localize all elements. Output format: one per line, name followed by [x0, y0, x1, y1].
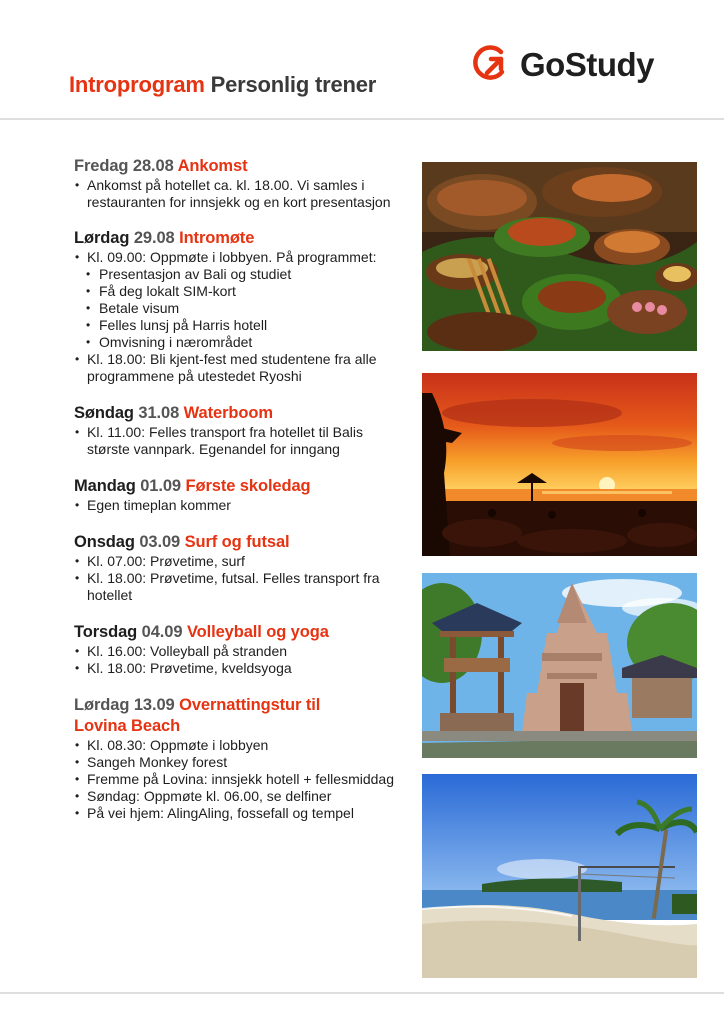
list-item: • Kl. 11.00: Felles transport fra hotellet til Balis største vannpark. Egenandel for inngang: [74, 424, 394, 458]
list-subitem: • Omvisning i nærområdet: [74, 334, 394, 351]
day-items: [74, 643, 394, 677]
list-item: • Kl. 07.00: Prøvetime, surf: [74, 553, 394, 570]
day-event: Ankomst: [177, 157, 248, 175]
day-event: Waterboom: [183, 404, 273, 422]
list-item: • På vei hjem: AlingAling, fossefall og tempel: [74, 805, 394, 822]
footer-divider: [0, 992, 724, 994]
day-name: Fredag: [74, 157, 129, 175]
day-heading: [74, 532, 394, 553]
gostudy-logo: [468, 42, 668, 88]
title-accent: Introprogram: [69, 72, 205, 97]
day-date: 04.09: [141, 623, 183, 641]
logo-wordmark: GoStudy: [520, 46, 654, 83]
day-date: 28.08: [132, 157, 174, 175]
day-block: [74, 476, 394, 514]
day-heading: [74, 476, 394, 497]
list-item: • Fremme på Lovina: innsjekk hotell + fellesmiddag: [74, 771, 394, 788]
list-item: • Egen timeplan kommer: [74, 497, 394, 514]
day-block: [74, 403, 394, 458]
day-name: Lørdag: [74, 229, 130, 247]
day-block: [74, 532, 394, 604]
list-item: • Søndag: Oppmøte kl. 06.00, se delfiner: [74, 788, 394, 805]
day-heading: [74, 695, 354, 737]
day-event: Volleyball og yoga: [186, 623, 329, 641]
day-name: Onsdag: [74, 533, 135, 551]
day-items: [74, 249, 394, 385]
title-rest: Personlig trener: [210, 72, 377, 97]
gostudy-logo-icon: [468, 42, 512, 88]
day-event: Intromøte: [179, 229, 255, 247]
list-item: • Ankomst på hotellet ca. kl. 18.00. Vi samles i restauranten for innsjekk og en kort presentasjon: [74, 177, 394, 211]
day-heading: [74, 622, 394, 643]
day-name: Søndag: [74, 404, 134, 422]
day-block: [74, 695, 394, 822]
day-block: [74, 228, 394, 385]
day-name: Mandag: [74, 477, 136, 495]
day-items: [74, 177, 394, 211]
list-subitem: • Felles lunsj på Harris hotell: [74, 317, 394, 334]
day-items: [74, 553, 394, 604]
food-photo: [422, 162, 697, 351]
temple-photo: [422, 573, 697, 758]
list-item: • Sangeh Monkey forest: [74, 754, 394, 771]
list-item: • Kl. 18.00: Prøvetime, futsal. Felles transport fra hotellet: [74, 570, 394, 604]
list-subitem: • Presentasjon av Bali og studiet: [74, 266, 394, 283]
day-event: Surf og futsal: [184, 533, 290, 551]
day-heading: [74, 403, 394, 424]
list-item: • Kl. 08.30: Oppmøte i lobbyen: [74, 737, 394, 754]
day-items: [74, 497, 394, 514]
day-date: 31.08: [138, 404, 180, 422]
list-item: • Kl. 18.00: Bli kjent-fest med studentene fra alle programmene på utestedet Ryoshi: [74, 351, 394, 385]
day-date: 01.09: [140, 477, 182, 495]
schedule: [74, 156, 394, 822]
page-title: [69, 72, 376, 98]
day-event: Første skoledag: [185, 477, 311, 495]
list-subitem: • Få deg lokalt SIM-kort: [74, 283, 394, 300]
day-name: Torsdag: [74, 623, 138, 641]
day-heading: [74, 228, 394, 249]
day-items: [74, 737, 394, 822]
day-date: 13.09: [133, 696, 175, 714]
list-item: • Kl. 09.00: Oppmøte i lobbyen. På programmet:: [74, 249, 394, 266]
list-subitem: • Betale visum: [74, 300, 394, 317]
day-heading: [74, 156, 394, 177]
day-name: Lørdag: [74, 696, 130, 714]
day-items: [74, 424, 394, 458]
list-item: • Kl. 16.00: Volleyball på stranden: [74, 643, 394, 660]
header-divider: [0, 118, 724, 120]
beach-photo: [422, 774, 697, 978]
day-event: Overnattingstur til Lovina Beach: [74, 696, 321, 735]
day-date: 29.08: [133, 229, 175, 247]
day-block: [74, 622, 394, 677]
day-date: 03.09: [139, 533, 181, 551]
day-block: [74, 156, 394, 211]
list-item: • Kl. 18.00: Prøvetime, kveldsyoga: [74, 660, 394, 677]
sunset-photo: [422, 373, 697, 556]
